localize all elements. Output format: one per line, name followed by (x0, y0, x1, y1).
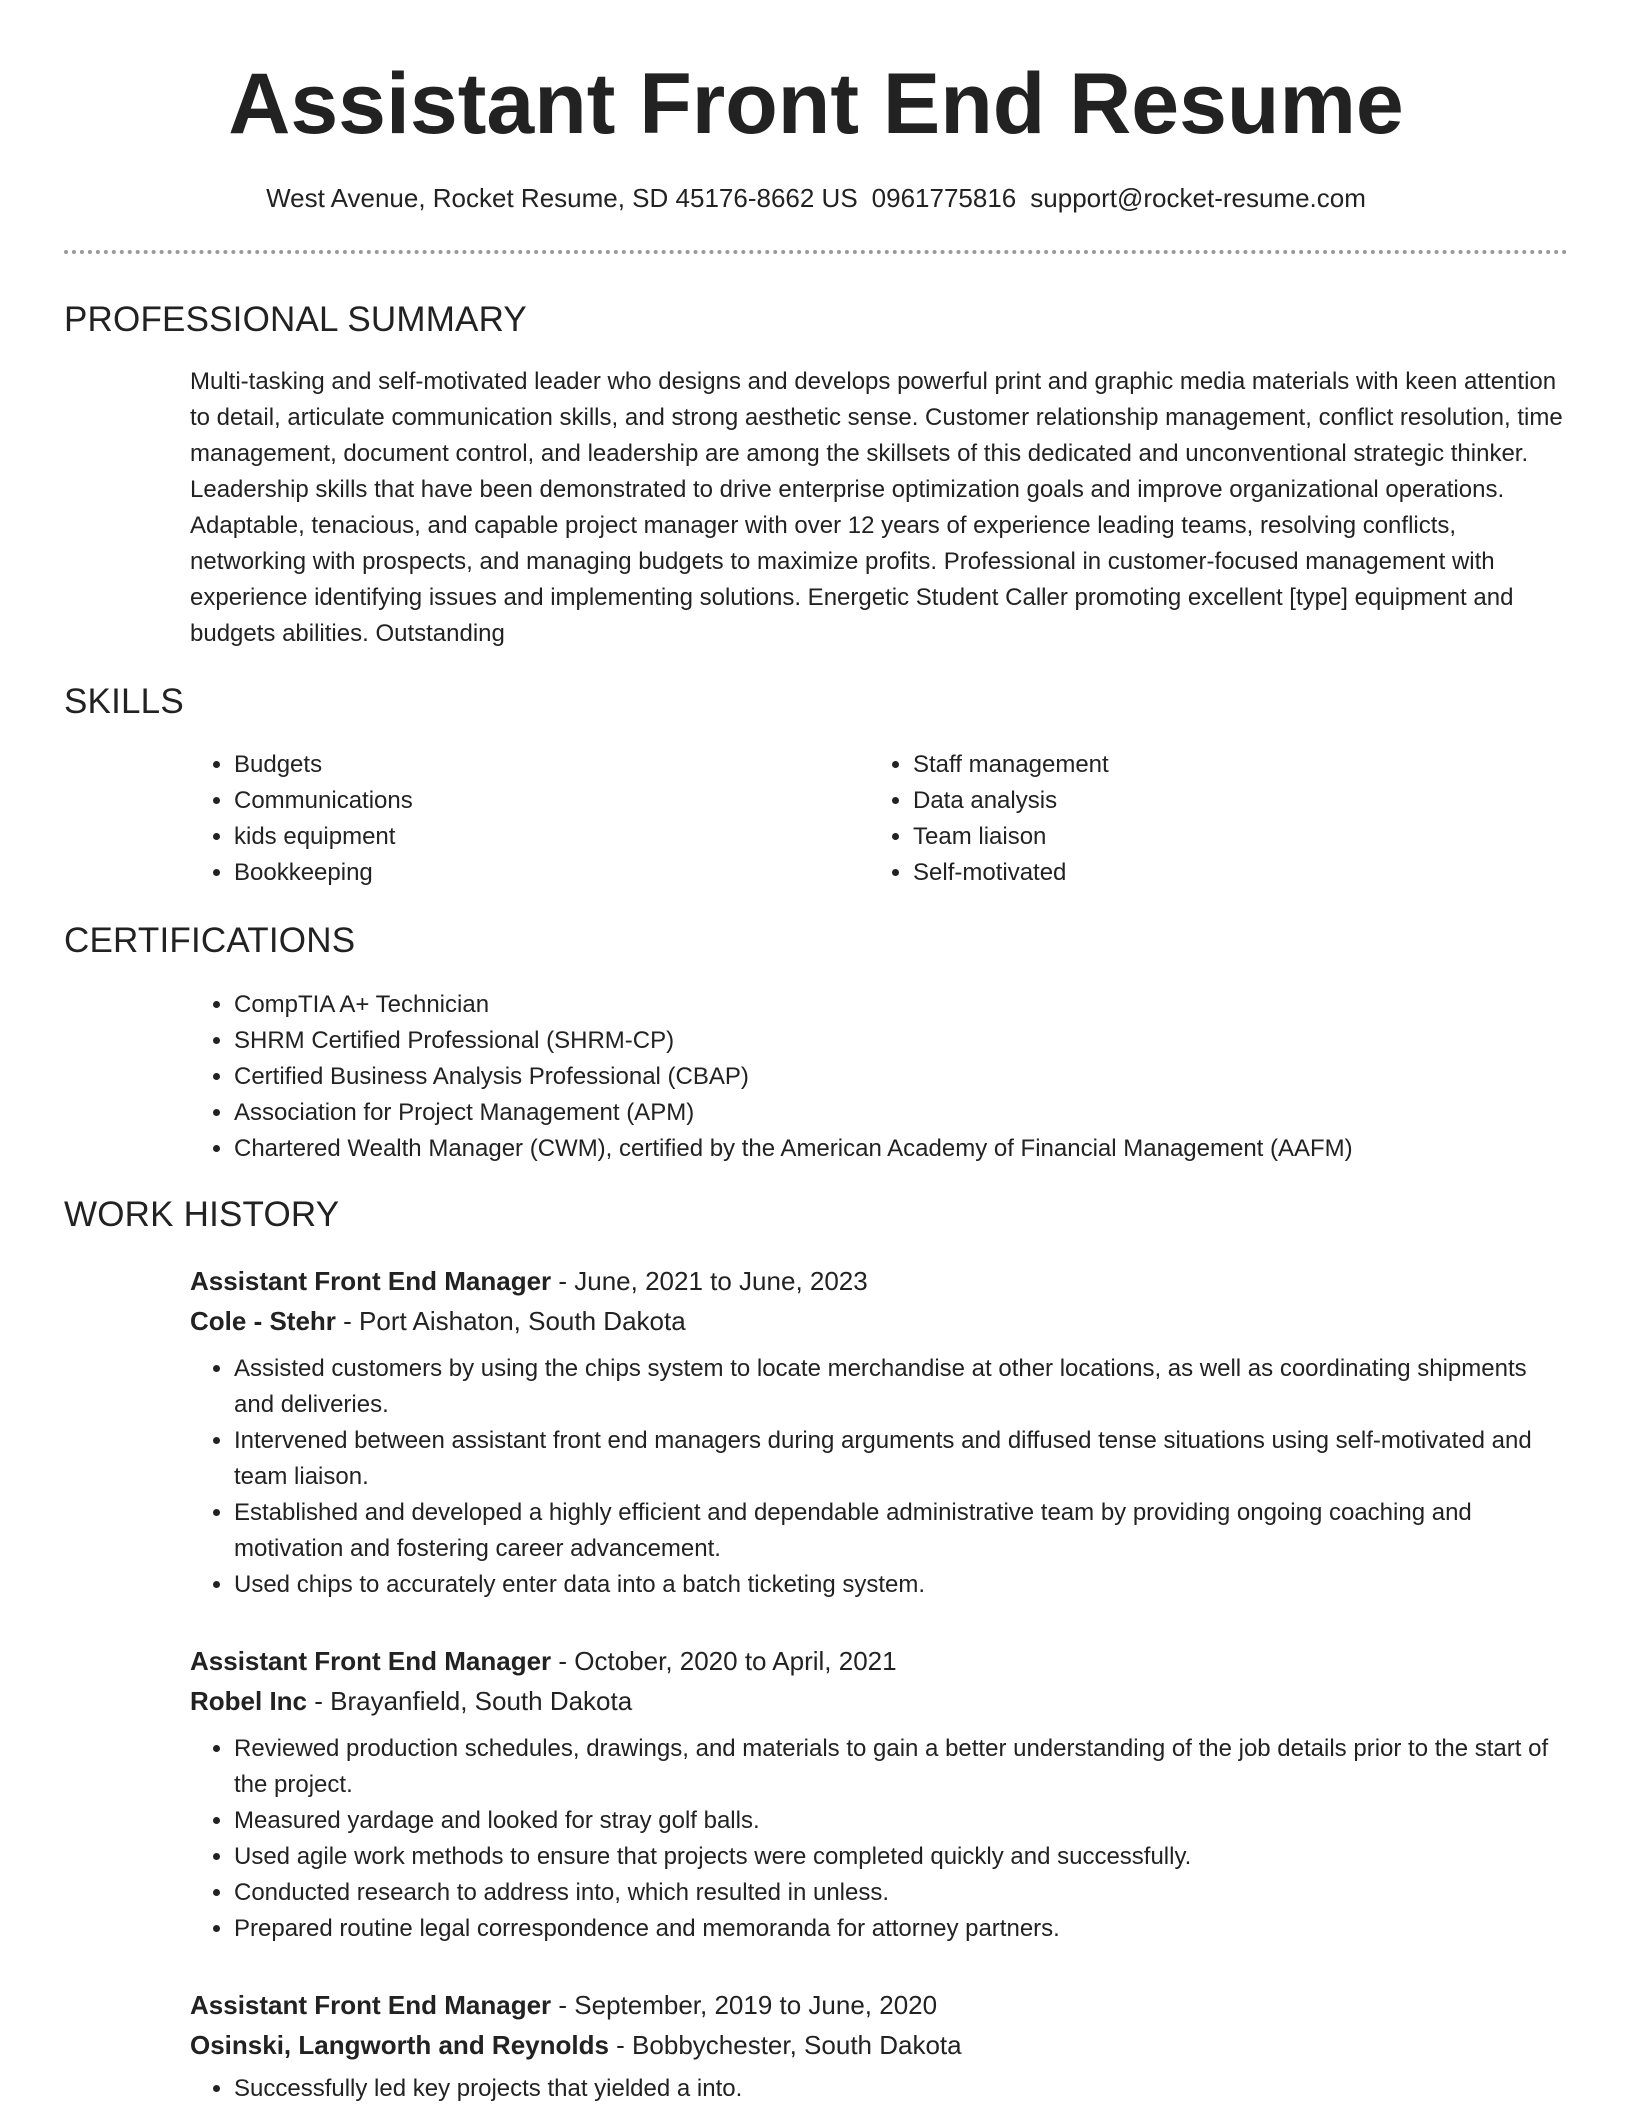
job-bullet: • Reviewed production schedules, drawings, and materials to gain a better understanding of the job details prior to the start of the project. (234, 1731, 1570, 1803)
job-dates: - October, 2020 to April, 2021 (551, 1646, 897, 1676)
certifications-heading: CERTIFICATIONS (64, 921, 356, 960)
job-bullet: • Assisted customers by using the chips system to locate merchandise at other locations, as well as coordinating shipments and deliveries. (234, 1351, 1570, 1423)
job-title: Assistant Front End Manager (190, 1990, 552, 2020)
job-bullet: • Prepared routine legal correspondence and memoranda for attorney partners. (234, 1911, 1570, 1947)
skills-column-right (869, 747, 1529, 891)
certification-item: • SHRM Certified Professional (SHRM-CP) (234, 1023, 1570, 1059)
job-title-line (190, 1641, 1570, 1681)
header-divider (64, 250, 1568, 254)
skill-item: • Communications (234, 783, 850, 819)
job-bullets (190, 2071, 1570, 2107)
contact-address: West Avenue, Rocket Resume, SD 45176-8662 US (266, 183, 858, 213)
skills-column-left (190, 747, 850, 891)
skills-heading: SKILLS (64, 682, 184, 721)
certifications-list (190, 987, 1570, 1167)
resume-title: Assistant Front End Resume (228, 56, 1404, 152)
job-bullet: • Established and developed a highly efficient and dependable administrative team by providing ongoing coaching and motivation and fostering career advancement. (234, 1495, 1570, 1567)
job-entry (190, 1641, 1570, 1947)
summary-heading: PROFESSIONAL SUMMARY (64, 300, 527, 339)
job-location: - Bobbychester, South Dakota (608, 2030, 962, 2060)
certification-item: • CompTIA A+ Technician (234, 987, 1570, 1023)
contact-email[interactable]: support@rocket-resume.com (1030, 183, 1366, 213)
job-location: - Port Aishaton, South Dakota (335, 1306, 686, 1336)
skill-item: • Team liaison (913, 819, 1529, 855)
job-title-line (190, 1985, 1570, 2025)
summary-text: Multi-tasking and self-motivated leader who designs and develops powerful print and graphic media materials with keen attention to detail, articulate communication skills, and strong aesthetic sense. Customer relationship management, conflict resolution, time management, document control, and leadership are among the skillsets of this dedicated and unconventional strategic thinker. Leadership skills that have been demonstrated to drive enterprise optimization goals and improve organizational operations. Adaptable, tenacious, and capable project manager with over 12 years of experience leading teams, resolving conflicts, networking with prospects, and managing budgets to maximize profits. Professional in customer-focused management with experience identifying issues and implementing solutions. Energetic Student Caller promoting excellent [type] equipment and budgets abilities. Outstanding (190, 368, 1563, 647)
job-dates: - September, 2019 to June, 2020 (551, 1990, 938, 2020)
skill-item: • kids equipment (234, 819, 850, 855)
skill-item: • Staff management (913, 747, 1529, 783)
certification-item: • Certified Business Analysis Professional (CBAP) (234, 1059, 1570, 1095)
job-entry (190, 1261, 1570, 1603)
job-title: Assistant Front End Manager (190, 1266, 552, 1296)
job-bullets (190, 1731, 1570, 1947)
job-company-line (190, 1301, 1570, 1341)
skill-item: • Bookkeeping (234, 855, 850, 891)
job-bullet: • Successfully led key projects that yielded a into. (234, 2071, 1570, 2107)
job-title-line (190, 1261, 1570, 1301)
job-company-line (190, 1681, 1570, 1721)
job-bullet: • Measured yardage and looked for stray golf balls. (234, 1803, 1570, 1839)
skill-item: • Budgets (234, 747, 850, 783)
job-company: Robel Inc (190, 1686, 308, 1716)
job-bullets (190, 1351, 1570, 1603)
skill-item: • Self-motivated (913, 855, 1529, 891)
job-entry (190, 1985, 1570, 2107)
job-bullet: • Used agile work methods to ensure that projects were completed quickly and successfully. (234, 1839, 1570, 1875)
job-bullet: • Conducted research to address into, which resulted in unless. (234, 1875, 1570, 1911)
contact-phone[interactable]: 0961775816 (871, 183, 1017, 213)
work-history-heading: WORK HISTORY (64, 1195, 340, 1234)
job-bullet: • Intervened between assistant front end managers during arguments and diffused tense situations using self-motivated and team liaison. (234, 1423, 1570, 1495)
job-bullet: • Used chips to accurately enter data into a batch ticketing system. (234, 1567, 1570, 1603)
job-company: Osinski, Langworth and Reynolds (190, 2030, 609, 2060)
job-dates: - June, 2021 to June, 2023 (551, 1266, 868, 1296)
certification-item: • Chartered Wealth Manager (CWM), certified by the American Academy of Financial Management (AAFM) (234, 1131, 1570, 1167)
job-title: Assistant Front End Manager (190, 1646, 552, 1676)
job-company-line (190, 2025, 1570, 2065)
job-company: Cole - Stehr (190, 1306, 336, 1336)
certification-item: • Association for Project Management (APM) (234, 1095, 1570, 1131)
skill-item: • Data analysis (913, 783, 1529, 819)
contact-line (64, 180, 1568, 216)
job-location: - Brayanfield, South Dakota (307, 1686, 633, 1716)
